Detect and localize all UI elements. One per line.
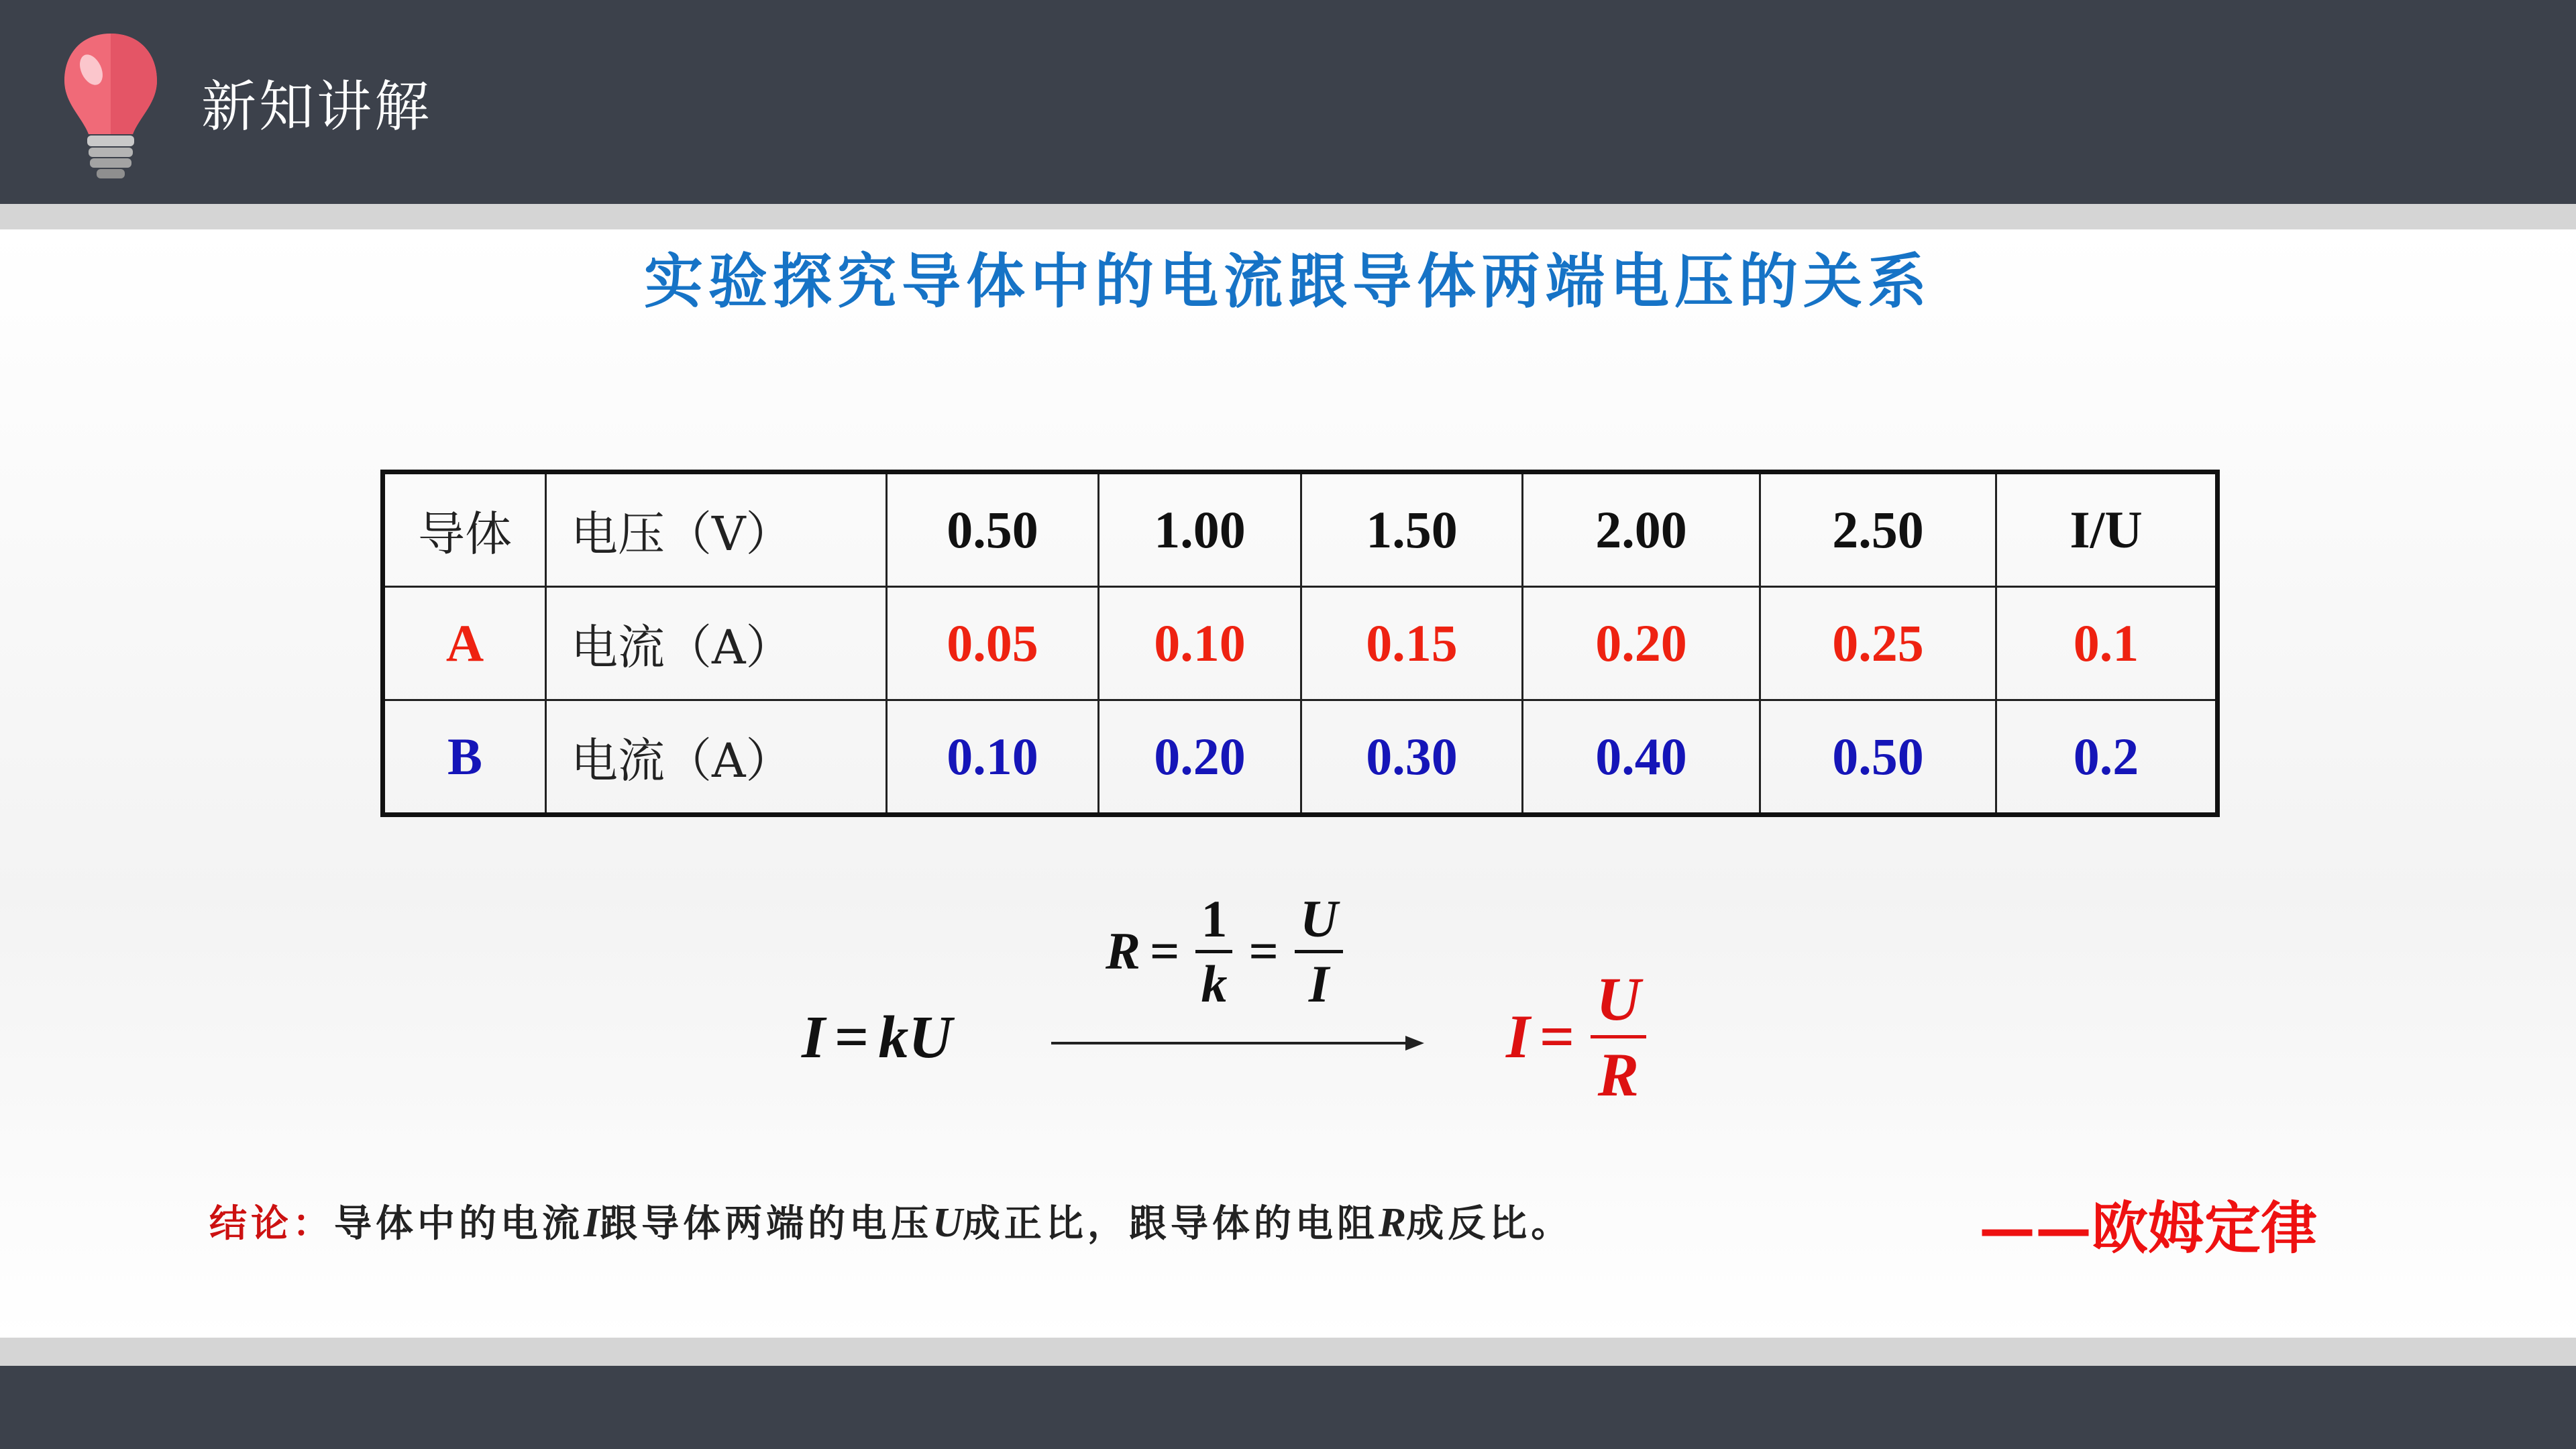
conclusion-part: 成正比，跟导体的电阻: [962, 1201, 1379, 1246]
fraction: [1295, 888, 1343, 1015]
formula-operator: =: [835, 1004, 869, 1071]
current-value: 0.20: [1523, 587, 1760, 700]
footer-stripe: [0, 1338, 2576, 1366]
voltage-value: 1.00: [1099, 472, 1301, 587]
ratio-header: I/U: [1996, 472, 2218, 587]
conclusion-text: [209, 1193, 1572, 1253]
table-row-b: [383, 700, 2218, 815]
arrow-icon: [1050, 1033, 1426, 1053]
fraction-denominator: k: [1201, 954, 1228, 1013]
conductor-a-label: A: [383, 587, 546, 700]
conclusion-variable: R: [1378, 1200, 1407, 1246]
current-value: 0.15: [1301, 587, 1523, 700]
conclusion-variable: U: [932, 1200, 963, 1246]
formula-symbol: I: [1506, 1002, 1530, 1071]
conclusion-part: 导体中的电流: [334, 1201, 584, 1246]
conclusion-part: 成反比。: [1406, 1201, 1573, 1246]
current-label: 电流（A）: [546, 587, 887, 700]
ratio-value: 0.2: [1996, 700, 2218, 815]
current-value: 0.10: [1099, 587, 1301, 700]
formula-operator: =: [1150, 922, 1180, 980]
formula-ohms-law: [1506, 956, 1653, 1117]
current-value: 0.10: [887, 700, 1099, 815]
section-title: 新知讲解: [201, 75, 433, 139]
lightbulb-icon: [60, 28, 161, 182]
voltage-value: 2.00: [1523, 472, 1760, 587]
conductor-b-label: B: [383, 700, 546, 815]
formula-resistance: [1106, 884, 1350, 1018]
law-name: ——欧姆定律: [1979, 1195, 2318, 1261]
header-stripe: [0, 204, 2576, 229]
formula-operator: =: [1539, 1002, 1575, 1071]
current-label: 电流（A）: [546, 700, 887, 815]
table-row-a: [383, 587, 2218, 700]
data-table: [380, 470, 2220, 817]
fraction-numerator: 1: [1195, 888, 1232, 953]
formula-operator: =: [1248, 922, 1279, 980]
voltage-value: 0.50: [887, 472, 1099, 587]
current-value: 0.25: [1760, 587, 1996, 700]
fraction-numerator: U: [1295, 888, 1343, 953]
current-value: 0.30: [1301, 700, 1523, 815]
conclusion-variable: I: [584, 1200, 600, 1246]
fraction-numerator: U: [1591, 963, 1646, 1038]
page-title: 实验探究导体中的电流跟导体两端电压的关系: [643, 246, 1932, 316]
voltage-value: 2.50: [1760, 472, 1996, 587]
voltage-header: 电压（V）: [546, 472, 887, 587]
formula-symbol: R: [1106, 922, 1141, 980]
ratio-value: 0.1: [1996, 587, 2218, 700]
conclusion-label: 结论：: [209, 1201, 334, 1246]
table-header-row: [383, 472, 2218, 587]
formula-i-equals-ku: [802, 1003, 952, 1072]
conductor-header: 导体: [383, 472, 546, 587]
footer-bar: [0, 1366, 2576, 1449]
fraction: [1195, 888, 1232, 1015]
formula-symbol: I: [802, 1004, 826, 1071]
current-value: 0.20: [1099, 700, 1301, 815]
current-value: 0.50: [1760, 700, 1996, 815]
voltage-value: 1.50: [1301, 472, 1523, 587]
current-value: 0.05: [887, 587, 1099, 700]
current-value: 0.40: [1523, 700, 1760, 815]
fraction-denominator: I: [1308, 954, 1330, 1013]
conclusion-part: 跟导体两端的电压: [600, 1201, 933, 1246]
fraction: [1591, 963, 1646, 1111]
fraction-denominator: R: [1597, 1040, 1640, 1109]
formula-symbol: kU: [878, 1004, 953, 1071]
